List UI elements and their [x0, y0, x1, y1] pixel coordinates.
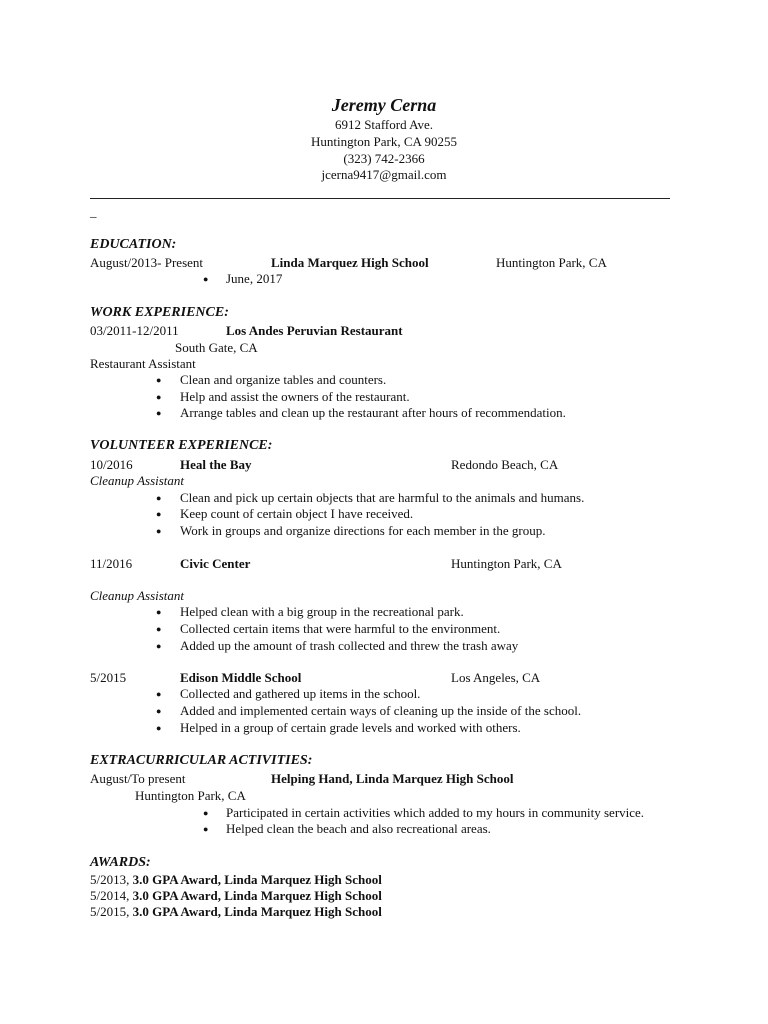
bullet-icon: ● — [156, 375, 162, 385]
volunteer-item: Collected certain items that were harmful to the environment. — [180, 621, 501, 636]
award-title: 3.0 GPA Award, Linda Marquez High School — [132, 904, 382, 919]
work-heading: WORK EXPERIENCE: — [90, 305, 229, 320]
work-employer: Los Andes Peruvian Restaurant — [226, 323, 403, 338]
award-title: 3.0 GPA Award, Linda Marquez High School — [132, 888, 382, 903]
city-line: Huntington Park, CA 90255 — [311, 134, 457, 149]
award-date: 5/2013, — [90, 872, 130, 887]
extracurricular-item: Helped clean the beach and also recreational areas. — [226, 821, 491, 836]
bullet-icon: ● — [156, 392, 162, 402]
education-heading: EDUCATION: — [90, 237, 177, 252]
bullet-icon: ● — [156, 624, 162, 634]
extracurricular-heading: EXTRACURRICULAR ACTIVITIES: — [90, 753, 313, 768]
work-date: 03/2011-12/2011 — [90, 323, 179, 338]
phone-line: (323) 742-2366 — [343, 151, 425, 166]
extracurricular-location: Huntington Park, CA — [135, 788, 246, 803]
volunteer-role: Cleanup Assistant — [90, 473, 185, 488]
work-role: Restaurant Assistant — [90, 356, 196, 371]
award-item — [90, 904, 382, 920]
bullet-icon: ● — [156, 493, 162, 503]
volunteer-location: Redondo Beach, CA — [451, 457, 559, 472]
bullet-icon: ● — [156, 723, 162, 733]
volunteer-date: 11/2016 — [90, 556, 133, 571]
extracurricular-item: Participated in certain activities which added to my hours in community service. — [226, 805, 645, 820]
volunteer-date: 10/2016 — [90, 457, 133, 472]
bullet-icon: ● — [156, 607, 162, 617]
education-school: Linda Marquez High School — [271, 255, 429, 270]
header-divider — [90, 198, 670, 199]
volunteer-item: Work in groups and organize directions for each member in the group. — [180, 523, 546, 538]
bullet-icon: ● — [156, 641, 162, 651]
award-title: 3.0 GPA Award, Linda Marquez High School — [132, 872, 382, 887]
volunteer-item: Helped in a group of certain grade levels and worked with others. — [180, 720, 521, 735]
extracurricular-org: Helping Hand, Linda Marquez High School — [271, 771, 514, 786]
work-location: South Gate, CA — [175, 340, 258, 355]
address-line: 6912 Stafford Ave. — [334, 117, 434, 132]
volunteer-item: Helped clean with a big group in the recreational park. — [180, 604, 464, 619]
volunteer-location: Los Angeles, CA — [451, 670, 541, 685]
award-item — [90, 888, 382, 904]
bullet-icon: ● — [156, 526, 162, 536]
work-item: Help and assist the owners of the restaurant. — [180, 389, 410, 404]
volunteer-item: Added up the amount of trash collected and threw the trash away — [180, 638, 519, 653]
bullet-icon: ● — [156, 509, 162, 519]
volunteer-item: Collected and gathered up items in the school. — [180, 686, 421, 701]
volunteer-item: Added and implemented certain ways of cleaning up the inside of the school. — [180, 703, 582, 718]
education-item: June, 2017 — [226, 271, 283, 286]
work-item: Arrange tables and clean up the restaurant after hours of recommendation. — [180, 405, 566, 420]
award-item — [90, 872, 382, 888]
volunteer-item: Keep count of certain object I have received. — [180, 506, 414, 521]
email-line: jcerna9417@gmail.com — [321, 167, 447, 182]
work-item: Clean and organize tables and counters. — [180, 372, 387, 387]
volunteer-org: Edison Middle School — [180, 670, 302, 685]
bullet-icon: ● — [156, 706, 162, 716]
volunteer-org: Civic Center — [180, 556, 251, 571]
bullet-icon: ● — [203, 274, 209, 284]
education-location: Huntington Park, CA — [496, 255, 607, 270]
bullet-icon: ● — [203, 824, 209, 834]
award-date: 5/2015, — [90, 904, 130, 919]
education-date: August/2013- Present — [90, 255, 204, 270]
bullet-icon: ● — [156, 689, 162, 699]
extracurricular-date: August/To present — [90, 771, 186, 786]
volunteer-role: Cleanup Assistant — [90, 588, 185, 603]
volunteer-org: Heal the Bay — [180, 457, 252, 472]
volunteer-heading: VOLUNTEER EXPERIENCE: — [90, 438, 273, 453]
divider-dash: _ — [90, 204, 97, 219]
volunteer-date: 5/2015 — [90, 670, 127, 685]
bullet-icon: ● — [156, 408, 162, 418]
award-date: 5/2014, — [90, 888, 130, 903]
candidate-name: Jeremy Cerna — [331, 95, 437, 115]
volunteer-item: Clean and pick up certain objects that are harmful to the animals and humans. — [180, 490, 585, 505]
bullet-icon: ● — [203, 808, 209, 818]
awards-heading: AWARDS: — [90, 855, 151, 870]
volunteer-location: Huntington Park, CA — [451, 556, 562, 571]
